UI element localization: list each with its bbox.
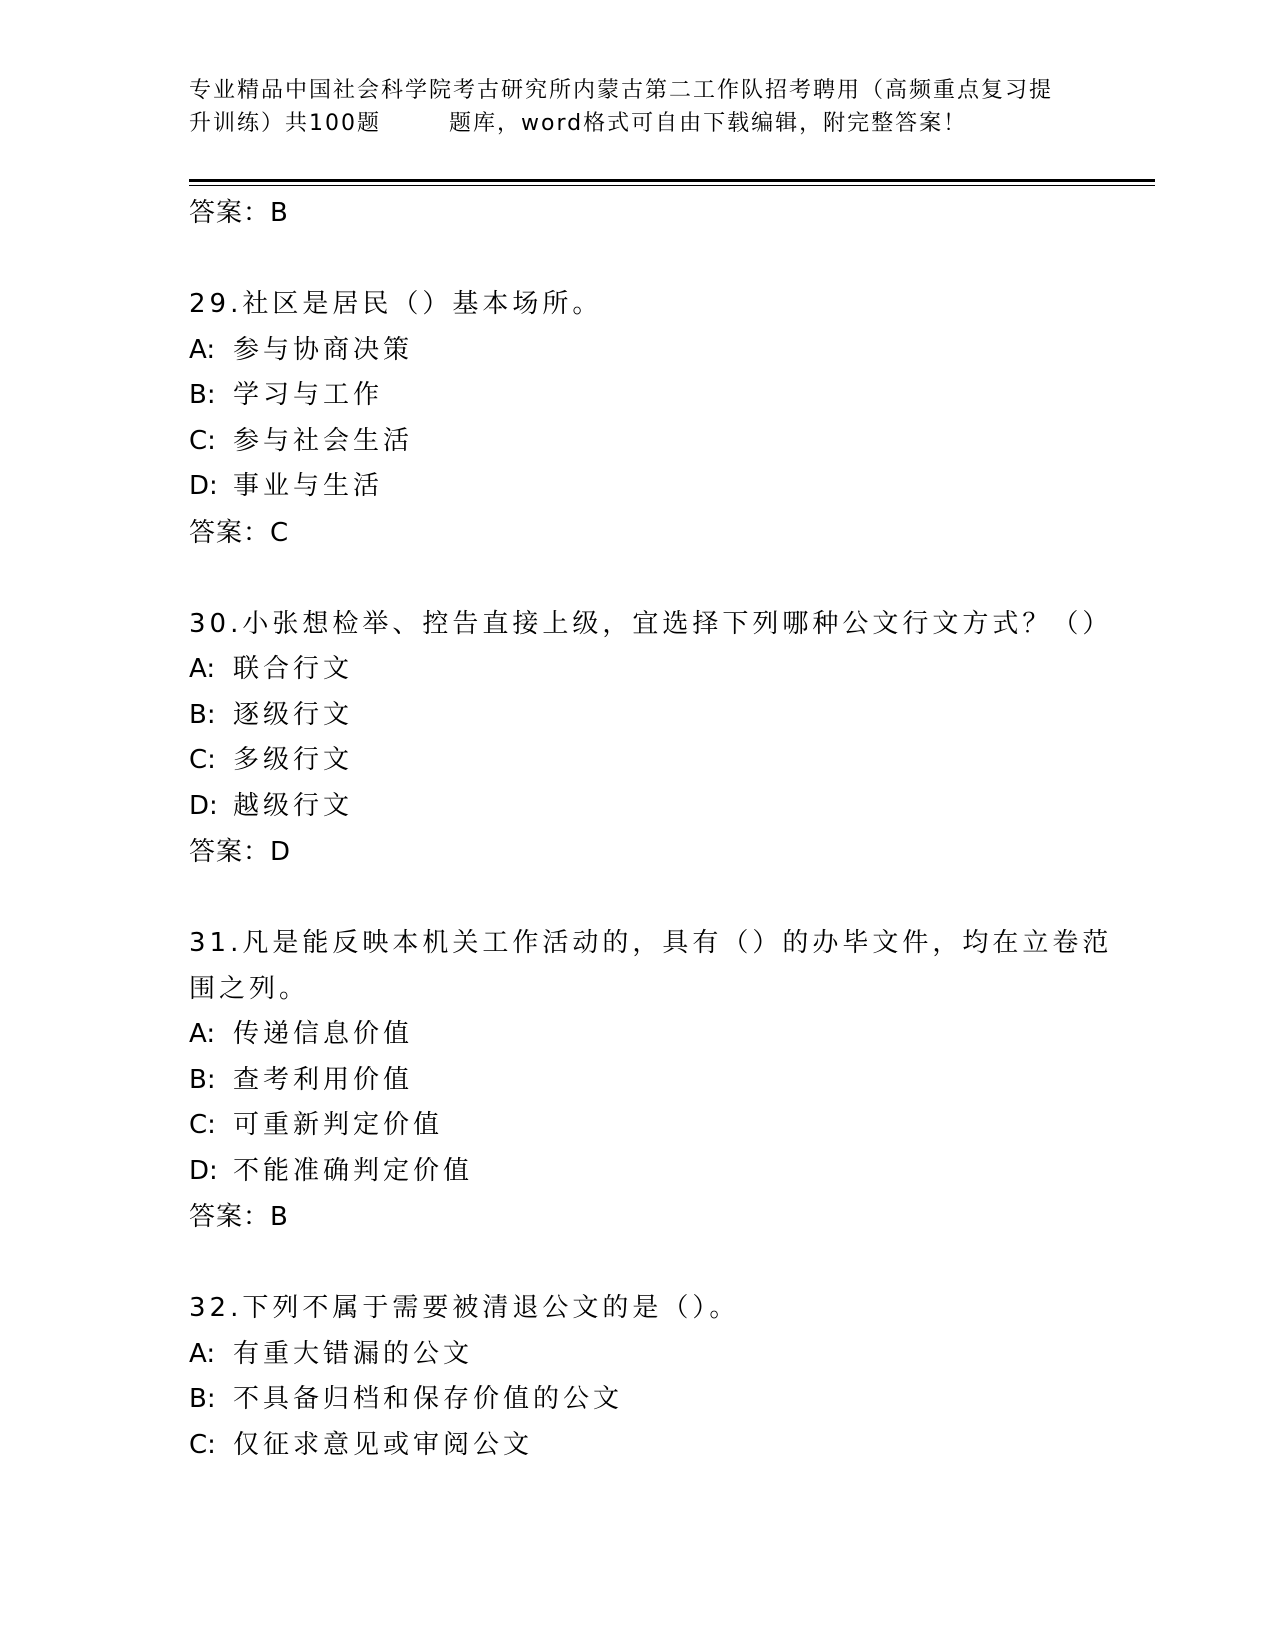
- header-line-2-left: 升训练）共100题: [189, 111, 381, 136]
- document-header: [189, 74, 1089, 140]
- question-stem: 30.小张想检举、控告直接上级，宜选择下列哪种公文行文方式？（）: [189, 608, 1113, 639]
- question-stem: 32.下列不属于需要被清退公文的是（）。: [189, 1293, 740, 1323]
- question-stem: 29.社区是居民（）基本场所。: [189, 289, 603, 319]
- option-d: D: 不能准确判定价值: [189, 1155, 474, 1186]
- option-d: D: 事业与生活: [189, 471, 384, 501]
- document-body: [189, 190, 1113, 1468]
- question-31: [189, 921, 1113, 1240]
- option-b: B: 学习与工作: [189, 380, 384, 410]
- question-29: [189, 282, 1089, 556]
- option-c: C: 仅征求意见或审阅公文: [189, 1429, 534, 1460]
- header-line-1: 专业精品中国社会科学院考古研究所内蒙古第二工作队招考聘用（高频重点复习提: [189, 78, 1054, 103]
- option-d: D: 越级行文: [189, 790, 354, 821]
- option-a: A: 参与协商决策: [189, 334, 414, 365]
- question-stem-line-2: 围之列。: [189, 973, 310, 1004]
- option-c: C: 可重新判定价值: [189, 1110, 444, 1140]
- answer-line: 答案：C: [189, 517, 290, 548]
- header-line-2: [189, 107, 1089, 140]
- option-b: B: 不具备归档和保存价值的公文: [189, 1384, 624, 1414]
- answer-line: 答案：B: [189, 198, 289, 228]
- answer-line: 答案：B: [189, 1202, 289, 1232]
- option-b: B: 逐级行文: [189, 699, 354, 730]
- question-stem-line-1: 31.凡是能反映本机关工作活动的，具有（）的办毕文件，均在立卷范: [189, 928, 1113, 958]
- option-a: A: 有重大错漏的公文: [189, 1338, 474, 1369]
- header-rule-thick: [189, 179, 1155, 182]
- option-c: C: 多级行文: [189, 745, 354, 775]
- option-a: A: 传递信息价值: [189, 1019, 414, 1049]
- question-30: [189, 602, 1113, 876]
- header-rule-thin: [189, 185, 1155, 186]
- option-c: C: 参与社会生活: [189, 425, 414, 456]
- answer-line: 答案：D: [189, 837, 292, 867]
- header-line-2-right: 题库，word格式可自由下载编辑，附完整答案！: [449, 111, 968, 136]
- option-a: A: 联合行文: [189, 654, 354, 684]
- question-32: [189, 1286, 1089, 1468]
- option-b: B: 查考利用价值: [189, 1064, 414, 1095]
